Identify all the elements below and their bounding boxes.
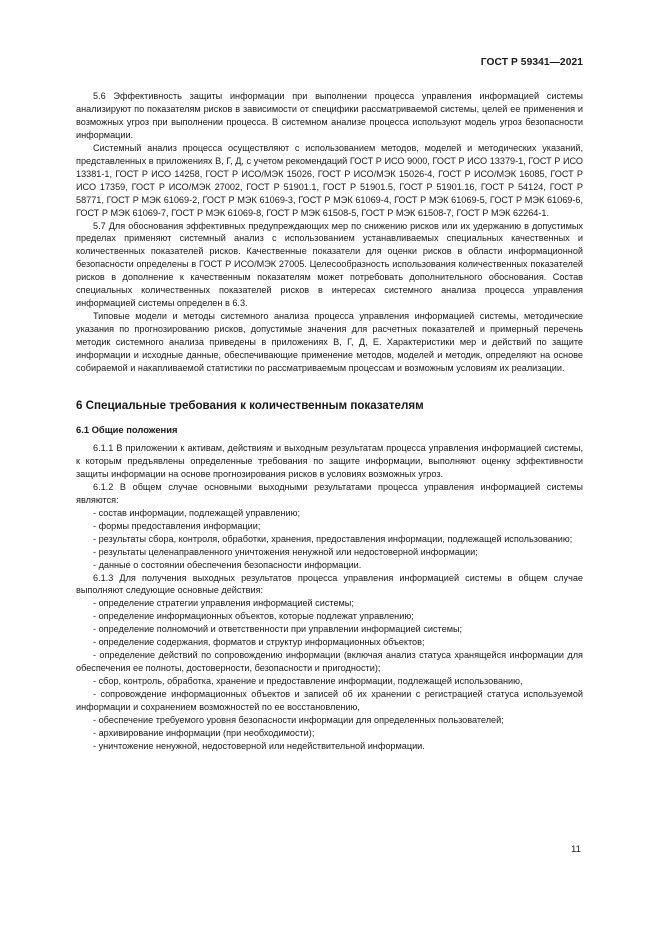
paragraph-5-6: 5.6 Эффективность защиты информации при выполнении процесса управления информацией системы анализируют по показателям рисков в зависимости от специфики рассматриваемой системы, целей ее применения и возможных угроз при выполнении процесса. В системном анализе процесса используют модель угроз безопасности информации. <box>76 91 583 140</box>
list-item: - результаты целенаправленного уничтожения ненужной или недостоверной информации; <box>93 546 478 557</box>
list-item: - сбор, контроль, обработка, хранение и предоставление информации, подлежащей использованию, <box>93 676 523 687</box>
list-item: - обеспечение требуемого уровня безопасности информации для определенных пользователей; <box>93 714 504 725</box>
list-item: - определение содержания, форматов и структур информационных объектов; <box>93 637 425 648</box>
list-item: - результаты сбора, контроля, обработки, хранения, предоставления информации, подлежащей использованию; <box>93 533 573 544</box>
document-header: ГОСТ Р 59341—2021 <box>480 57 583 68</box>
list-item: - определение полномочий и ответственности при управлении информацией системы; <box>93 624 463 635</box>
paragraph-6-1-3: 6.1.3 Для получения выходных результатов процесса управления информацией системы в общем случае выполняют следующие основные действия: <box>76 572 583 596</box>
list-item: - архивирование информации (при необходимости); <box>93 727 315 738</box>
paragraph-5-7: 5.7 Для обоснования эффективных предупреждающих мер по снижению рисков или их удержанию в допустимых пределах применяют системный анализ с использованием устанавливаемых специальных качественных и количественных показателей рисков. Качественные показатели для оценки рисков в области информационной безопасности определены в ГОСТ Р ИСО/МЭК 27005. Целесообразность использования количественных показателей рисков в дополнение к качественным показателям может потребовать дополнительного обоснования. Состав специальных количественных показателей рисков в интересах системного анализа процесса управления информацией системы определен в 6.3. <box>76 220 583 309</box>
list-item: - формы предоставления информации; <box>93 520 261 531</box>
list-item: - сопровождение информационных объектов и записей об их хранении с регистрацией статуса используемой информации и сохранением возможностей по ее восстановлению, <box>76 689 583 713</box>
list-item: - данные о состоянии обеспечения безопасности информации. <box>93 559 362 570</box>
list-item: - определение информационных объектов, которые подлежат управлению; <box>93 611 414 622</box>
list-item: - уничтожение ненужной, недостоверной или недействительной информации. <box>93 740 425 751</box>
paragraph-6-1-1: 6.1.1 В приложении к активам, действиям и выходным результатам процесса управления информацией системы, к которым предъявлены определенные требования по защите информации, выполняют оценку эффективности защиты информации на основе прогнозирования рисков в условиях возможных угроз. <box>76 442 583 479</box>
paragraph-system-analysis: Системный анализ процесса осуществляют с использованием методов, моделей и методических указаний, представленных в приложениях В, Г, Д, с учетом рекомендаций ГОСТ Р ИСО 9000, ГОСТ Р ИСО 13379-1, ГОСТ Р ИСО 13381-1, ГОСТ Р ИСО 14258, ГОСТ Р ИСО/МЭК 15026, ГОСТ Р ИСО/МЭК 15026-4, ГОСТ Р ИСО/МЭК 16085, ГОСТ Р ИСО 17359, ГОСТ Р ИСО/МЭК 27002, ГОСТ Р 51901.1, ГОСТ Р 51901.5, ГОСТ Р 51901.16, ГОСТ Р 54124, ГОСТ Р 58771, ГОСТ Р МЭК 61069-2, ГОСТ Р МЭК 61069-3, ГОСТ Р МЭК 61069-4, ГОСТ Р МЭК 61069-5, ГОСТ Р МЭК 61069-6, ГОСТ Р МЭК 61069-7, ГОСТ Р МЭК 61069-8, ГОСТ Р МЭК 61508-5, ГОСТ Р МЭК 61508-7, ГОСТ Р МЭК 62264-1. <box>76 142 583 218</box>
page-body <box>76 90 583 753</box>
list-item: - определение действий по сопровождению информации (включая анализ статуса хранящейся информации для обеспечения ее полноты, достоверности, безопасности и пригодности); <box>76 650 583 674</box>
page-number: 11 <box>571 844 581 855</box>
list-item: - состав информации, подлежащей управлению; <box>93 507 300 518</box>
section-title: 6 Специальные требования к количественным показателям <box>76 398 424 412</box>
paragraph-typical-models: Типовые модели и методы системного анализа процесса управления информацией системы, методические указания по прогнозированию рисков, допустимые значения для расчетных показателей и примерный перечень методик системного анализа приведены в приложениях В, Г, Д, Е. Характеристики мер и действий по защите информации и исходные данные, обеспечивающие применение методов, моделей и методик, определяют на основе собираемой и накапливаемой статистики по рассматриваемым процессам и возможным условиям их реализации. <box>76 311 583 374</box>
list-item: - определение стратегии управления информацией системы; <box>93 598 354 609</box>
subsection-title: 6.1 Общие положения <box>76 423 178 435</box>
paragraph-6-1-2: 6.1.2 В общем случае основными выходными результатами процесса управления информацией системы являются: <box>76 481 583 505</box>
